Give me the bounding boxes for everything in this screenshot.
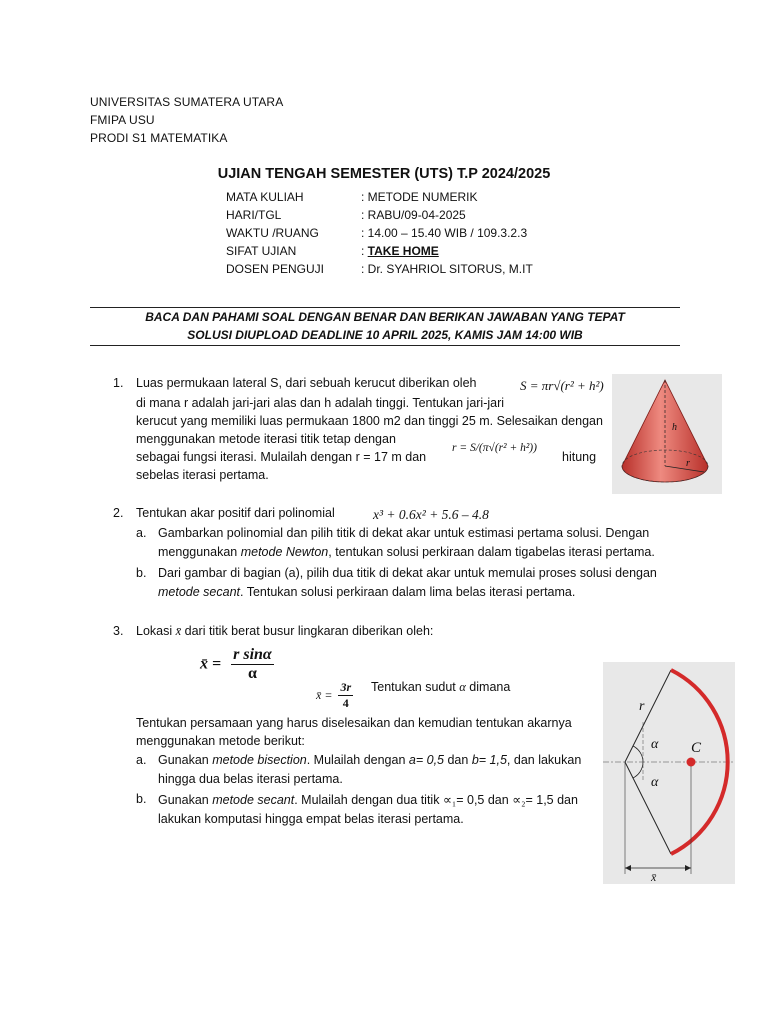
q2-a-label: a. [136, 526, 147, 540]
exam-title: UJIAN TENGAH SEMESTER (UTS) T.P 2024/2025 [217, 166, 551, 182]
text-run-emphasis: metode secant [158, 585, 240, 599]
text-run: dari titik berat busur lingkaran diberikan oleh: [181, 624, 434, 638]
meta-value: : 14.00 – 15.40 WIB / 109.3.2.3 [361, 226, 528, 240]
arc-label-alpha-top: α [651, 737, 659, 752]
formula-lhs: x̄ = [316, 688, 333, 702]
centroid-point [687, 758, 696, 767]
q1-text: di mana r adalah jari-jari alas dan h adalah tinggi. Tentukan jari-jari [136, 396, 505, 410]
arc-label-centroid: C [691, 740, 702, 756]
text-run: . Tentukan solusi perkiraan dalam lima belas iterasi pertama. [240, 585, 576, 599]
arc-diagram [603, 662, 735, 884]
text-run: Gunakan [158, 753, 213, 767]
q2-polynomial: x³ + 0.6x² + 5.6 – 4.8 [373, 507, 489, 522]
cone-figure [612, 374, 722, 494]
meta-value: : METODE NUMERIK [361, 190, 478, 204]
meta-value-prefix: : [361, 244, 368, 258]
q2-b-text [158, 585, 575, 599]
q3-b-text: lakukan komputasi hingga empat belas iterasi pertama. [158, 812, 464, 826]
fraction-numerator: r sinα [233, 646, 272, 663]
text-run: , dan lakukan [506, 753, 582, 767]
q1-text: kerucut yang memiliki luas permukaan 1800 m2 dan tinggi 25 m. Selesaikan dengan [136, 414, 603, 428]
q3-formula-target [316, 680, 353, 711]
text-run-symbol: α [459, 680, 466, 694]
q1-formula-iteration: r = S/(π√(r² + h²)) [452, 442, 537, 454]
meta-value: TAKE HOME [367, 244, 439, 258]
text-run-emphasis: metode secant [212, 793, 295, 807]
text-run: = 1,5 dan [525, 793, 578, 807]
q1-formula-lateral-area: S = πr√(r² + h²) [520, 378, 604, 393]
text-run: dimana [465, 680, 511, 694]
text-run: , tentukan solusi perkiraan dalam tigabelas iterasi pertama. [328, 545, 655, 559]
cone-label-r: r [686, 458, 690, 469]
divider [90, 307, 680, 308]
question-number: 1. [113, 376, 124, 390]
meta-value: : Dr. SYAHRIOL SITORUS, M.IT [361, 262, 533, 276]
fraction [338, 680, 353, 711]
q3-angle-prompt [371, 680, 510, 695]
q3-a-text [158, 753, 581, 767]
q2-a-text: Gambarkan polinomial dan pilih titik di dekat akar untuk estimasi pertama solusi. Dengan [158, 526, 650, 540]
text-run: Gunakan [158, 793, 213, 807]
meta-row [226, 226, 527, 240]
fraction-denominator: α [247, 665, 257, 682]
q3-b-text [158, 792, 578, 808]
question-number: 2. [113, 506, 124, 520]
q1-text: hitung [562, 450, 597, 464]
meta-row [226, 208, 466, 222]
fraction-denominator: 4 [342, 696, 349, 710]
q1-text: sebagai fungsi iterasi. Mulailah dengan r = 17 m dan [136, 450, 427, 464]
q3-formula-centroid [200, 646, 274, 683]
arc-label-alpha-bottom: α [651, 775, 659, 790]
q3-text: Tentukan persamaan yang harus diselesaikan dan kemudian tentukan akarnya [136, 716, 572, 730]
q3-a-label: a. [136, 753, 147, 767]
faculty-name: FMIPA USU [90, 113, 155, 127]
meta-key: HARI/TGL [226, 208, 282, 222]
q3-text: menggunakan metode berikut: [136, 734, 305, 748]
q1-text: menggunakan metode iterasi titik tetap dengan [136, 432, 396, 446]
divider [90, 345, 680, 346]
q3-a-text: hingga dua belas iterasi pertama. [158, 772, 343, 786]
text-run: . Mulailah dengan [306, 753, 409, 767]
q3-intro [136, 624, 433, 639]
text-run: = 0,5 dan [456, 793, 513, 807]
q2-intro: Tentukan akar positif dari polinomial [136, 506, 335, 520]
q2-b-label: b. [136, 566, 147, 580]
university-name: UNIVERSITAS SUMATERA UTARA [90, 95, 284, 109]
q2-a-text [158, 545, 655, 559]
text-run-emphasis: b= 1,5 [471, 753, 507, 767]
meta-value: : RABU/09-04-2025 [361, 208, 466, 222]
meta-key: DOSEN PENGUJI [226, 262, 325, 276]
notice-line-1: BACA DAN PAHAMI SOAL DENGAN BENAR DAN BERIKAN JAWABAN YANG TEPAT [145, 310, 625, 324]
meta-key: MATA KULIAH [226, 190, 304, 204]
text-run: menggunakan [158, 545, 241, 559]
q1-text: Luas permukaan lateral S, dari sebuah kerucut diberikan oleh [136, 376, 477, 390]
meta-row [226, 262, 533, 276]
arc-label-r: r [639, 699, 645, 714]
text-run-emphasis: a= 0,5 [408, 753, 444, 767]
meta-row [226, 244, 439, 258]
cone-label-h: h [672, 422, 677, 433]
arc-figure [603, 662, 735, 884]
text-run-emphasis: metode bisection [212, 753, 307, 767]
text-run-symbol: x̄ [175, 624, 182, 638]
arc-label-xbar: x̄ [651, 870, 657, 884]
text-run: Tentukan sudut [371, 680, 460, 694]
meta-key: SIFAT UJIAN [226, 244, 297, 258]
text-run-symbol: ∝₂ [512, 793, 526, 807]
meta-row [226, 190, 477, 204]
notice-line-2: SOLUSI DIUPLOAD DEADLINE 10 APRIL 2025, KAMIS JAM 14:00 WIB [187, 328, 583, 342]
question-number: 3. [113, 624, 124, 638]
q3-b-label: b. [136, 792, 147, 806]
program-name: PRODI S1 MATEMATIKA [90, 131, 228, 145]
text-run-emphasis: metode Newton [240, 545, 329, 559]
meta-key: WAKTU /RUANG [226, 226, 319, 240]
fraction [231, 646, 274, 683]
cone-diagram [612, 374, 722, 494]
text-run: . Mulailah dengan dua titik [294, 793, 443, 807]
text-run: Lokasi [136, 624, 176, 638]
fraction-numerator: 3r [340, 680, 352, 694]
q1-text: sebelas iterasi pertama. [136, 468, 269, 482]
formula-lhs: x̄ = [200, 655, 222, 673]
text-run-symbol: ∝₁ [442, 793, 457, 807]
text-run: dan [444, 753, 472, 767]
q2-b-text: Dari gambar di bagian (a), pilih dua titik di dekat akar untuk memulai proses solusi dengan [158, 566, 657, 580]
